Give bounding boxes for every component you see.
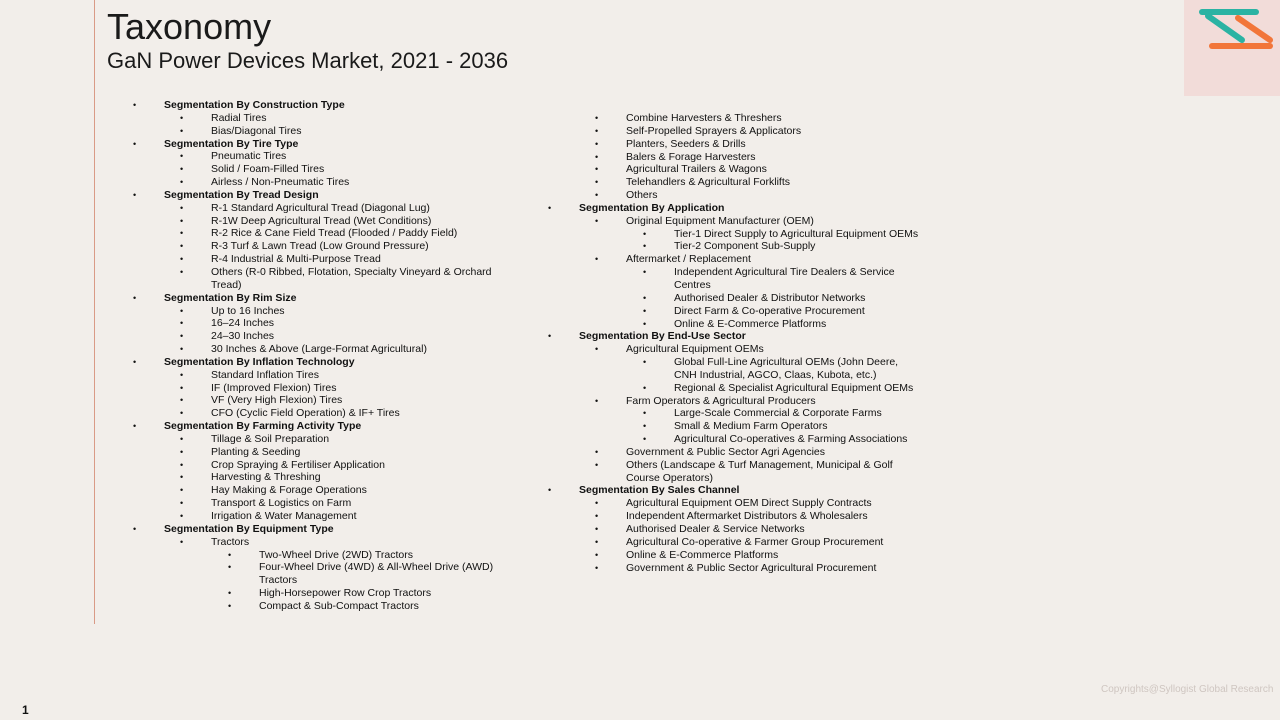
bullet-icon: • <box>133 138 137 149</box>
list-item-text: Segmentation By End-Use Sector <box>579 330 746 343</box>
list-item <box>130 394 530 407</box>
bullet-icon: • <box>133 292 137 303</box>
list-item-text: Telehandlers & Agricultural Forklifts <box>626 176 790 189</box>
bullet-icon: • <box>228 600 232 611</box>
list-item <box>545 549 945 562</box>
list-item-text: Radial Tires <box>211 111 267 124</box>
list-item-text: Segmentation By Construction Type <box>164 99 345 111</box>
list-item <box>545 395 945 408</box>
list-item-text: Segmentation By Rim Size <box>164 291 297 304</box>
list-item-text: IF (Improved Flexion) Tires <box>211 381 337 394</box>
logo-panel <box>1184 0 1280 96</box>
bullet-icon: • <box>180 395 184 406</box>
bullet-icon: • <box>595 164 599 175</box>
list-item-text: Standard Inflation Tires <box>211 368 319 381</box>
bullet-icon: • <box>180 331 184 342</box>
list-item <box>545 433 945 446</box>
bullet-icon: • <box>180 305 184 316</box>
list-item-text: Others (Landscape & Turf Management, Municipal & Golf <box>626 458 893 471</box>
list-item <box>545 189 945 202</box>
list-item <box>545 305 945 318</box>
list-item <box>130 150 530 163</box>
list-item <box>130 497 530 510</box>
bullet-icon: • <box>595 254 599 265</box>
list-item-text: Tractors <box>211 535 250 548</box>
list-item-text: Government & Public Sector Agricultural Procurement <box>626 561 877 574</box>
list-item-text: Government & Public Sector Agri Agencies <box>626 445 826 458</box>
segment-heading <box>545 330 945 343</box>
list-item <box>130 202 530 215</box>
bullet-icon: • <box>595 549 599 560</box>
list-item-text: VF (Very High Flexion) Tires <box>211 394 343 407</box>
list-item <box>130 227 530 240</box>
list-item <box>545 356 945 369</box>
list-item-continuation <box>130 279 530 292</box>
list-item <box>130 459 530 472</box>
bullet-icon: • <box>180 369 184 380</box>
bullet-icon: • <box>643 434 647 445</box>
bullet-icon: • <box>180 228 184 239</box>
segment-heading <box>130 138 530 151</box>
list-item-text: Tillage & Soil Preparation <box>211 432 330 445</box>
list-item-text: Hay Making & Forage Operations <box>211 484 367 497</box>
list-item <box>545 318 945 331</box>
list-item-text: Pneumatic Tires <box>211 150 287 163</box>
list-item <box>130 317 530 330</box>
bullet-icon: • <box>595 190 599 201</box>
bullet-icon: • <box>643 408 647 419</box>
bullet-icon: • <box>595 344 599 355</box>
list-item-text: 30 Inches & Above (Large-Format Agricultural) <box>211 343 427 356</box>
bullet-icon: • <box>180 164 184 175</box>
list-item-text: R-4 Industrial & Multi-Purpose Tread <box>211 253 381 266</box>
bullet-icon: • <box>595 524 599 534</box>
list-item-text: Authorised Dealer & Service Networks <box>626 523 805 535</box>
list-item <box>545 510 945 523</box>
list-item-text: Up to 16 Inches <box>211 304 285 317</box>
list-item-text: Others (R-0 Ribbed, Flotation, Specialty Vineyard & Orchard <box>211 265 492 278</box>
list-item <box>545 125 945 138</box>
bullet-icon: • <box>595 177 599 188</box>
bullet-icon: • <box>180 344 184 355</box>
syllogist-logo-icon <box>1198 4 1278 54</box>
bullet-icon: • <box>133 356 137 367</box>
list-item-text: Solid / Foam-Filled Tires <box>211 163 325 176</box>
list-item-continuation <box>545 369 945 382</box>
list-item <box>130 471 530 484</box>
bullet-icon: • <box>595 498 599 509</box>
bullet-icon: • <box>643 382 647 393</box>
taxonomy-column-left <box>130 99 530 613</box>
list-item <box>130 446 530 459</box>
bullet-icon: • <box>180 254 184 265</box>
list-item-text: Transport & Logistics on Farm <box>211 497 352 510</box>
list-item-text: Large-Scale Commercial & Corporate Farms <box>674 407 882 420</box>
bullet-icon: • <box>595 113 599 123</box>
list-item <box>545 407 945 420</box>
bullet-icon: • <box>133 421 137 432</box>
bullet-icon: • <box>595 151 599 162</box>
list-item-text: Combine Harvesters & Threshers <box>626 112 782 124</box>
bullet-icon: • <box>180 511 184 521</box>
segment-heading <box>130 356 530 369</box>
bullet-icon: • <box>643 318 647 329</box>
list-item <box>130 305 530 318</box>
list-item-text: Planters, Seeders & Drills <box>626 137 746 150</box>
bullet-icon: • <box>180 112 184 123</box>
list-item <box>545 562 945 575</box>
page-subtitle: GaN Power Devices Market, 2021 - 2036 <box>107 48 509 73</box>
list-item-text: Others <box>626 189 658 202</box>
list-item-text: Segmentation By Tire Type <box>164 137 299 150</box>
bullet-icon: • <box>595 446 599 457</box>
list-item-text: Tread) <box>211 278 242 291</box>
segment-heading <box>545 484 945 497</box>
list-item <box>130 369 530 382</box>
bullet-icon: • <box>228 549 232 560</box>
list-item-text: Agricultural Co-operatives & Farming Associations <box>674 433 908 446</box>
list-item-continuation <box>545 472 945 485</box>
list-item <box>545 536 945 549</box>
list-item <box>130 176 530 189</box>
list-item-text: Course Operators) <box>626 471 713 484</box>
bullet-icon: • <box>133 523 137 534</box>
list-item-text: High-Horsepower Row Crop Tractors <box>259 587 432 600</box>
list-item-text: Segmentation By Farming Activity Type <box>164 420 362 433</box>
list-item <box>545 382 945 395</box>
list-item-text: CFO (Cyclic Field Operation) & IF+ Tires <box>211 407 400 420</box>
list-item <box>545 253 945 266</box>
list-item-text: R-1 Standard Agricultural Tread (Diagonal Lug) <box>211 201 430 214</box>
list-item <box>130 407 530 420</box>
list-item <box>545 459 945 472</box>
list-item-text: Planting & Seeding <box>211 445 301 458</box>
list-item <box>130 549 530 562</box>
list-item <box>130 240 530 253</box>
segment-heading <box>130 523 530 536</box>
bullet-icon: • <box>180 318 184 329</box>
page-title: Taxonomy <box>107 6 272 47</box>
list-item <box>130 330 530 343</box>
list-item-text: Online & E-Commerce Platforms <box>626 548 779 561</box>
bullet-icon: • <box>595 138 599 149</box>
bullet-icon: • <box>180 215 184 226</box>
list-item-text: Aftermarket / Replacement <box>626 253 751 266</box>
bullet-icon: • <box>643 267 647 278</box>
bullet-icon: • <box>180 446 184 457</box>
list-item-text: Bias/Diagonal Tires <box>211 124 302 137</box>
list-item-text: Four-Wheel Drive (4WD) & All-Wheel Drive (AWD) <box>259 561 494 574</box>
bullet-icon: • <box>548 331 552 342</box>
list-item-text: Segmentation By Equipment Type <box>164 522 334 535</box>
bullet-icon: • <box>228 588 232 599</box>
list-item <box>545 228 945 241</box>
list-item-text: Farm Operators & Agricultural Producers <box>626 394 816 407</box>
list-item-text: Irrigation & Water Management <box>211 510 357 522</box>
list-item <box>130 600 530 613</box>
list-item <box>545 151 945 164</box>
list-item <box>130 587 530 600</box>
list-item <box>545 497 945 510</box>
list-item-text: Segmentation By Application <box>579 201 725 214</box>
list-item-text: Compact & Sub-Compact Tractors <box>259 599 419 612</box>
list-item <box>545 138 945 151</box>
bullet-icon: • <box>595 511 599 522</box>
list-item <box>130 163 530 176</box>
bullet-icon: • <box>180 202 184 213</box>
list-item-text: Original Equipment Manufacturer (OEM) <box>626 214 814 227</box>
list-item <box>130 266 530 279</box>
list-item-continuation <box>130 574 530 587</box>
bullet-icon: • <box>180 536 184 547</box>
list-item <box>130 112 530 125</box>
list-item <box>545 420 945 433</box>
page-number: 1 <box>22 703 29 717</box>
list-item <box>545 523 945 536</box>
bullet-icon: • <box>643 421 647 432</box>
bullet-icon: • <box>180 125 184 136</box>
bullet-icon: • <box>180 151 184 162</box>
list-item <box>545 215 945 228</box>
list-item-text: Online & E-Commerce Platforms <box>674 317 827 330</box>
bullet-icon: • <box>595 562 599 573</box>
bullet-icon: • <box>180 459 184 470</box>
list-item-text: Segmentation By Sales Channel <box>579 484 740 497</box>
bullet-icon: • <box>180 177 184 188</box>
list-item <box>130 510 530 523</box>
segment-heading <box>130 420 530 433</box>
bullet-icon: • <box>595 536 599 547</box>
list-item-text: Tier-1 Direct Supply to Agricultural Equipment OEMs <box>674 227 919 240</box>
list-item-text: Agricultural Co-operative & Farmer Group Procurement <box>626 535 884 548</box>
copyright-text: Copyrights@Syllogist Global Research <box>1101 684 1274 695</box>
list-item <box>130 382 530 395</box>
list-item-text: 24–30 Inches <box>211 330 275 343</box>
list-item <box>545 240 945 253</box>
list-item-text: Airless / Non-Pneumatic Tires <box>211 176 350 189</box>
bullet-icon: • <box>643 228 647 239</box>
list-item-text: R-1W Deep Agricultural Tread (Wet Conditions) <box>211 214 432 227</box>
list-item-text: Independent Agricultural Tire Dealers & Service <box>674 266 895 279</box>
bullet-icon: • <box>548 202 552 213</box>
list-item <box>545 112 945 125</box>
list-item-text: Small & Medium Farm Operators <box>674 420 828 433</box>
bullet-icon: • <box>643 292 647 303</box>
list-item-text: Independent Aftermarket Distributors & Wholesalers <box>626 510 868 523</box>
list-item-text: Crop Spraying & Fertiliser Application <box>211 458 385 471</box>
list-item-text: Harvesting & Threshing <box>211 471 321 484</box>
list-item-text: R-3 Turf & Lawn Tread (Low Ground Pressure) <box>211 240 429 253</box>
list-item-text: Centres <box>674 278 711 291</box>
bullet-icon: • <box>180 241 184 252</box>
list-item-text: Agricultural Equipment OEM Direct Supply Contracts <box>626 497 872 510</box>
list-item-text: Agricultural Trailers & Wagons <box>626 163 767 176</box>
bullet-icon: • <box>133 189 137 200</box>
bullet-icon: • <box>180 498 184 509</box>
segment-heading <box>130 99 530 112</box>
list-item-text: Self-Propelled Sprayers & Applicators <box>626 124 802 137</box>
list-item-text: R-2 Rice & Cane Field Tread (Flooded / Paddy Field) <box>211 227 458 240</box>
bullet-icon: • <box>133 100 137 110</box>
list-item-text: Two-Wheel Drive (2WD) Tractors <box>259 548 414 561</box>
bullet-icon: • <box>643 241 647 252</box>
list-item <box>130 561 530 574</box>
list-item <box>130 433 530 446</box>
list-item-text: 16–24 Inches <box>211 317 275 330</box>
bullet-icon: • <box>180 408 184 419</box>
list-item <box>545 343 945 356</box>
segment-heading <box>130 292 530 305</box>
bullet-icon: • <box>595 215 599 226</box>
bullet-icon: • <box>180 485 184 496</box>
taxonomy-column-right <box>545 112 945 574</box>
bullet-icon: • <box>180 266 184 277</box>
list-item-text: Tier-2 Component Sub-Supply <box>674 240 816 253</box>
list-item <box>130 343 530 356</box>
list-item <box>130 253 530 266</box>
bullet-icon: • <box>643 357 647 368</box>
list-item-continuation <box>545 279 945 292</box>
bullet-icon: • <box>180 382 184 393</box>
bullet-icon: • <box>595 459 599 470</box>
list-item-text: Segmentation By Inflation Technology <box>164 355 355 368</box>
accent-divider-line <box>94 0 95 624</box>
list-item <box>130 215 530 228</box>
list-item <box>545 292 945 305</box>
bullet-icon: • <box>595 125 599 136</box>
list-item <box>130 125 530 138</box>
list-item <box>130 536 530 549</box>
list-item-text: CNH Industrial, AGCO, Claas, Kubota, etc.) <box>674 368 877 381</box>
list-item-text: Balers & Forage Harvesters <box>626 150 756 163</box>
bullet-icon: • <box>643 305 647 316</box>
bullet-icon: • <box>595 395 599 406</box>
list-item-text: Global Full-Line Agricultural OEMs (John Deere, <box>674 356 899 369</box>
list-item-text: Authorised Dealer & Distributor Networks <box>674 291 866 304</box>
bullet-icon: • <box>180 472 184 483</box>
list-item-text: Tractors <box>259 574 298 587</box>
list-item <box>545 163 945 176</box>
bullet-icon: • <box>228 562 232 573</box>
list-item-text: Regional & Specialist Agricultural Equipment OEMs <box>674 381 914 394</box>
segment-heading <box>545 202 945 215</box>
list-item-text: Segmentation By Tread Design <box>164 188 319 201</box>
list-item <box>130 484 530 497</box>
bullet-icon: • <box>180 433 184 444</box>
list-item-text: Direct Farm & Co-operative Procurement <box>674 304 865 317</box>
bullet-icon: • <box>548 485 552 496</box>
list-item <box>545 176 945 189</box>
list-item <box>545 266 945 279</box>
segment-heading <box>130 189 530 202</box>
list-item-text: Agricultural Equipment OEMs <box>626 343 764 356</box>
list-item <box>545 446 945 459</box>
